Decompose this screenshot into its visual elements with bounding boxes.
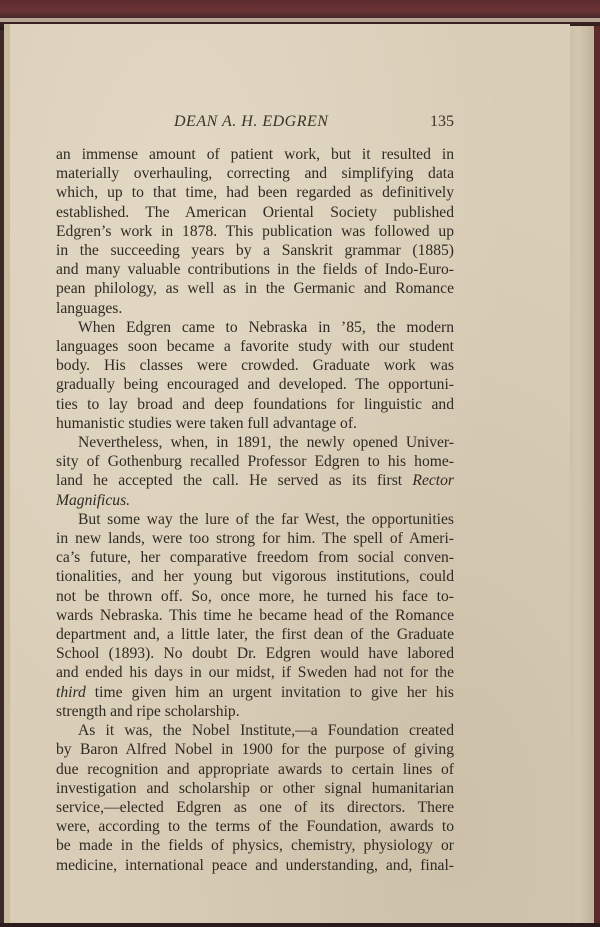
- text-segment-italic: Rector: [412, 472, 454, 490]
- text-line: [56, 491, 454, 510]
- text-line: humanistic studies were taken full advantage of.: [56, 414, 357, 432]
- running-head: DEAN A. H. EDGREN: [174, 113, 329, 130]
- text-line: not be thrown off. So, once more, he turned his face to-: [56, 587, 454, 605]
- text-line: [56, 683, 454, 702]
- text-line: service,—elected Edgren as one of its directors. There: [56, 798, 454, 816]
- text-segment-italic: third: [56, 683, 86, 701]
- text-line: But some way the lure of the far West, the opportunities: [78, 510, 454, 528]
- text-line: and many valuable contributions in the fields of Indo-Euro-: [56, 261, 454, 279]
- text-line: and ended his days in our midst, if Sweden had not for the: [56, 664, 454, 682]
- text-line: gradually being encouraged and developed. The opportuni-: [56, 376, 454, 394]
- page-header: [56, 113, 456, 135]
- text-line: which, up to that time, had been regarded as definitively: [56, 184, 454, 202]
- text-line: As it was, the Nobel Institute,—a Foundation created: [78, 722, 454, 740]
- text-segment: time given him an urgent invitation to give her his: [85, 683, 454, 701]
- text-line: body. His classes were crowded. Graduate work was: [56, 357, 454, 375]
- text-line: medicine, international peace and understanding, and, final-: [56, 856, 454, 874]
- text-line: in the succeeding years by a Sanskrit grammar (1885): [56, 242, 454, 260]
- text-line: an immense amount of patient work, but it resulted in: [56, 146, 454, 163]
- text-line: strength and ripe scholarship.: [56, 702, 240, 720]
- text-line: in new lands, were too strong for him. The spell of Ameri-: [56, 530, 454, 548]
- text-line: School (1893). No doubt Dr. Edgren would have labored: [56, 645, 454, 663]
- text-line: due recognition and appropriate awards to certain lines of: [56, 760, 454, 778]
- text-line: When Edgren came to Nebraska in ’85, the modern: [78, 318, 454, 336]
- page-number: 135: [430, 113, 454, 130]
- text-line: be made in the fields of physics, chemistry, physiology or: [56, 837, 454, 855]
- body-text: [56, 145, 454, 875]
- text-line: languages.: [56, 299, 123, 317]
- text-line: established. The American Oriental Society published: [56, 203, 454, 221]
- text-line: investigation and scholarship or other signal humanitarian: [56, 779, 454, 797]
- text-line: ca’s future, her comparative freedom from social conven-: [56, 549, 454, 567]
- text-line: department and, a little later, the first dean of the Graduate: [56, 626, 454, 644]
- text-line: tionalities, and her young but vigorous institutions, could: [56, 568, 454, 586]
- text-line: ties to lay broad and deep foundations for linguistic and: [56, 395, 454, 413]
- text-line: pean philology, as well as in the Germanic and Romance: [56, 280, 454, 298]
- text-line: wards Nebraska. This time he became head of the Romance: [56, 606, 454, 624]
- text-line: languages soon became a favorite study with our student: [56, 338, 454, 356]
- text-segment-italic: Magnificus.: [56, 491, 131, 509]
- text-segment: land he accepted the call. He served as its first: [56, 472, 413, 490]
- text-line: [56, 471, 454, 490]
- text-line: Edgren’s work in 1878. This publication was followed up: [56, 222, 454, 240]
- text-line: were, according to the terms of the Foundation, awards to: [56, 818, 454, 836]
- book-binding-bottom: [0, 923, 600, 927]
- text-line: materially overhauling, correcting and simplifying data: [56, 165, 454, 183]
- text-line: Nevertheless, when, in 1891, the newly opened Univer-: [78, 434, 454, 452]
- text-line: sity of Gothenburg recalled Professor Edgren to his home-: [56, 453, 454, 471]
- text-line: by Baron Alfred Nobel in 1900 for the purpose of giving: [56, 741, 454, 759]
